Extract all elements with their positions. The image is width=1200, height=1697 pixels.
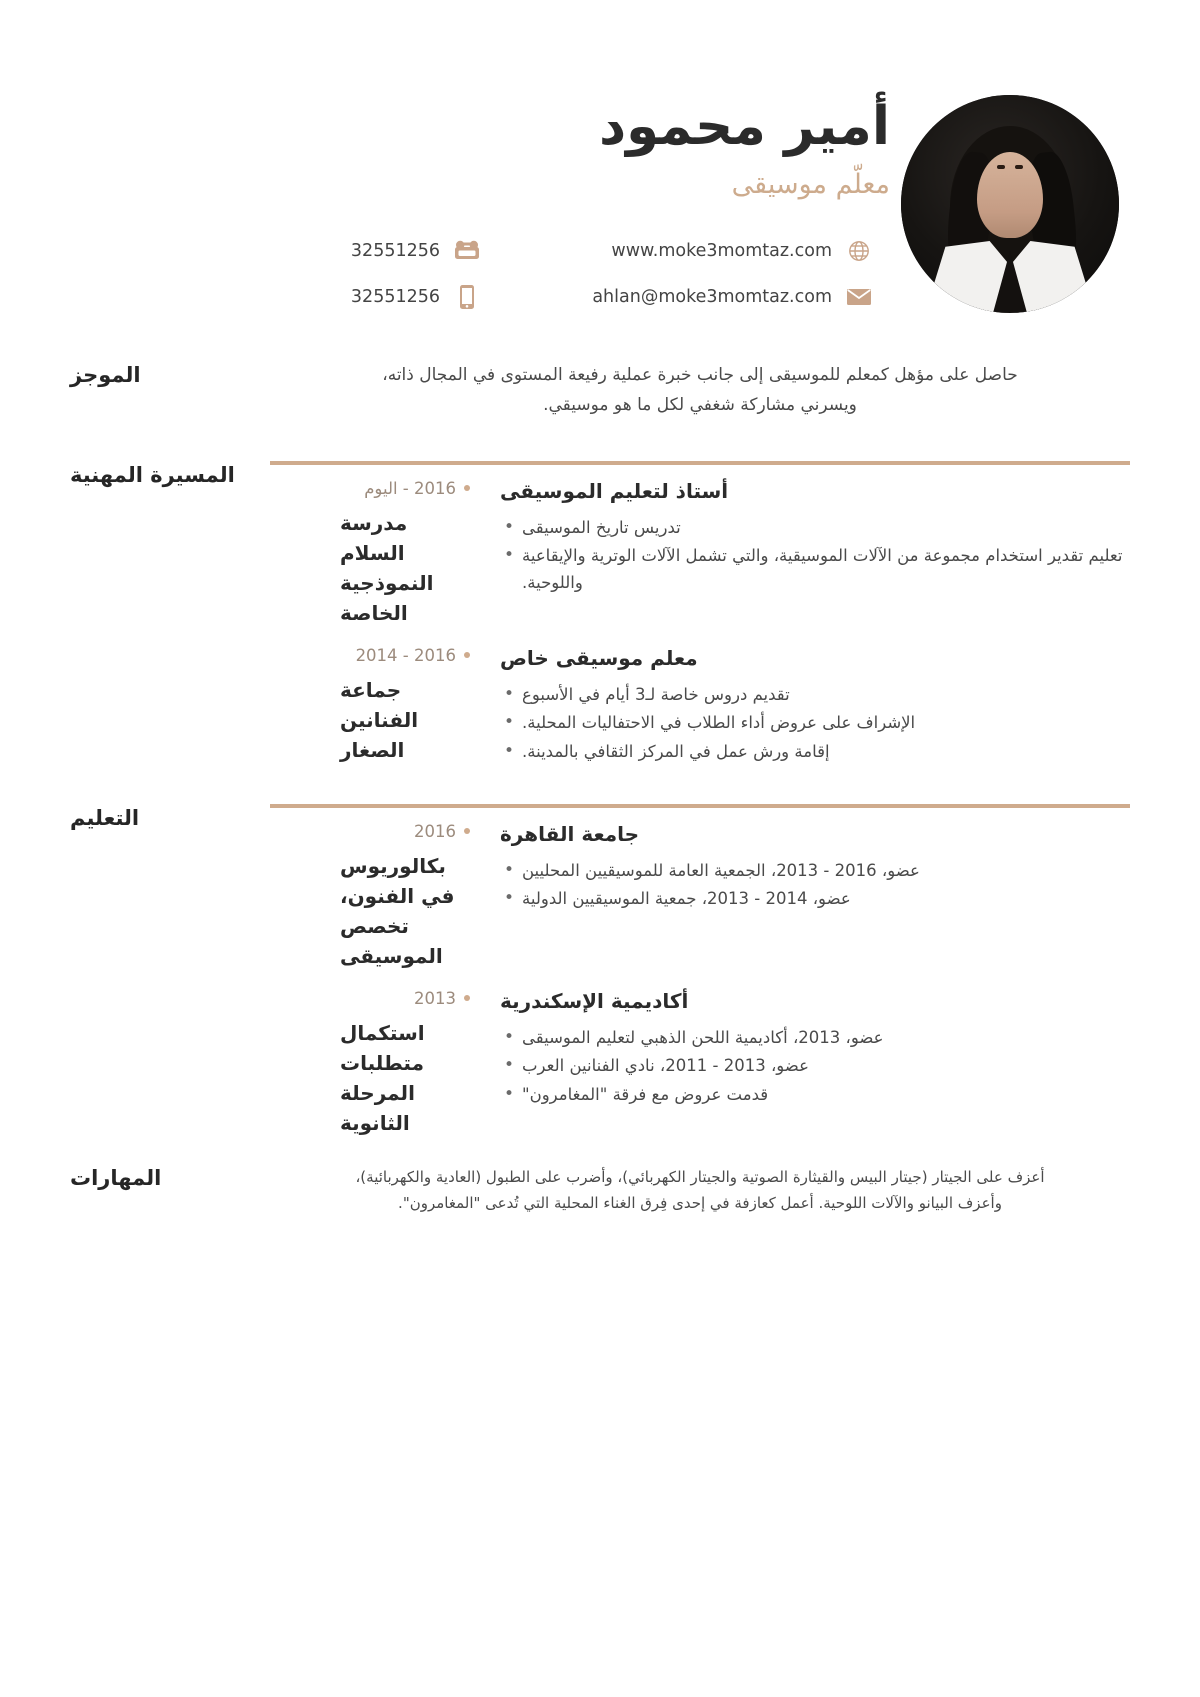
career-entry-meta xyxy=(270,479,470,628)
career-date: 2014 - 2016 xyxy=(355,645,456,665)
education-body xyxy=(270,804,1130,1144)
education-date-line xyxy=(280,989,470,1008)
dot-icon xyxy=(464,828,470,834)
education-title-col xyxy=(70,804,270,1144)
section-title-career: المسيرة المهنية xyxy=(70,462,235,487)
education-points xyxy=(500,858,1130,913)
full-name: أمير محمود xyxy=(598,96,890,157)
header-text-block xyxy=(70,95,890,310)
career-points xyxy=(500,682,1130,766)
avatar-eye-right xyxy=(1015,165,1023,169)
list-item: • تقديم دروس خاصة لـ3 أيام في الأسبوع xyxy=(500,682,1130,709)
career-entries xyxy=(270,465,1130,768)
career-organization: جماعة الفنانين الصغار xyxy=(340,677,419,762)
education-section xyxy=(0,804,1200,1144)
phone-icon xyxy=(454,238,480,264)
dot-icon xyxy=(464,652,470,658)
summary-body xyxy=(270,361,1130,421)
skills-section xyxy=(0,1164,1200,1217)
website-value: www.moke3momtaz.com xyxy=(611,240,832,261)
contact-grid xyxy=(70,238,890,310)
career-title-col xyxy=(70,461,270,774)
education-degree: استكمال متطلبات المرحلة الثانوية xyxy=(340,1020,425,1135)
avatar-wrapper xyxy=(890,95,1130,313)
list-item: • عضو، 2013 - 2011، نادي الفنانين العرب xyxy=(500,1053,1130,1080)
section-title-summary: الموجز xyxy=(70,363,141,387)
education-date: 2016 xyxy=(414,821,456,841)
education-entries xyxy=(270,808,1130,1138)
contact-item-email[interactable] xyxy=(480,284,890,310)
career-entry xyxy=(270,646,1130,768)
education-date-line xyxy=(280,822,470,841)
contact-item-phone[interactable] xyxy=(70,238,480,264)
list-item: • عضو، 2013، أكاديمية اللحن الذهبي لتعليم الموسيقى xyxy=(500,1025,1130,1052)
career-date-line xyxy=(280,646,470,665)
list-item: • تدريس تاريخ الموسيقى xyxy=(500,515,1130,542)
education-school: أكاديمية الإسكندرية xyxy=(500,988,689,1013)
contact-item-website[interactable] xyxy=(480,238,890,264)
mobile-icon xyxy=(454,284,480,310)
career-body xyxy=(270,461,1130,774)
education-entry-meta xyxy=(270,989,470,1138)
education-entry xyxy=(270,822,1130,971)
list-item: • عضو، 2014 - 2013، جمعية الموسيقيين الدولية xyxy=(500,886,1130,913)
career-section xyxy=(0,461,1200,774)
email-value: ahlan@moke3momtaz.com xyxy=(592,286,832,307)
skills-title-col xyxy=(70,1164,270,1217)
avatar-eye-left xyxy=(997,165,1005,169)
envelope-icon xyxy=(846,284,872,310)
globe-icon xyxy=(846,238,872,264)
education-entry-main xyxy=(470,822,1130,915)
career-date: 2016 - اليوم xyxy=(364,478,456,498)
career-entry xyxy=(270,479,1130,628)
career-job-title: أستاذ لتعليم الموسيقى xyxy=(500,478,729,503)
contact-item-mobile[interactable] xyxy=(70,284,480,310)
career-organization: مدرسة السلام النموذجية الخاصة xyxy=(340,510,434,625)
list-item: • تعليم تقدير استخدام مجموعة من الآلات الموسيقية، والتي تشمل الآلات الوترية والإيقاعية واللوحية. xyxy=(500,543,1130,596)
dot-icon xyxy=(464,995,470,1001)
career-entry-meta xyxy=(270,646,470,765)
education-degree: بكالوريوس في الفنون، تخصص الموسيقى xyxy=(340,853,455,968)
section-title-education: التعليم xyxy=(70,805,140,830)
education-entry xyxy=(270,989,1130,1138)
career-entry-main xyxy=(470,479,1130,599)
list-item: • قدمت عروض مع فرقة "المغامرون" xyxy=(500,1082,1130,1109)
resume-header xyxy=(0,0,1200,313)
avatar xyxy=(901,95,1119,313)
summary-section xyxy=(0,361,1200,421)
education-date: 2013 xyxy=(414,988,456,1008)
education-points xyxy=(500,1025,1130,1109)
phone-value: 32551256 xyxy=(350,240,440,261)
list-item: • إقامة ورش عمل في المركز الثقافي بالمدينة. xyxy=(500,739,1130,766)
career-job-title: معلم موسيقى خاص xyxy=(500,645,698,670)
mobile-value: 32551256 xyxy=(350,286,440,307)
summary-text: حاصل على مؤهل كمعلم للموسيقى إلى جانب خبرة عملية رفيعة المستوى في المجال ذاته، ويسرني مشاركة شغفي لكل ما هو موسيقي. xyxy=(382,365,1018,415)
skills-body xyxy=(270,1164,1130,1217)
section-title-skills: المهارات xyxy=(70,1165,162,1190)
education-entry-main xyxy=(470,989,1130,1111)
career-date-line xyxy=(280,479,470,498)
dot-icon xyxy=(464,485,470,491)
list-item: • عضو، 2016 - 2013، الجمعية العامة للموسيقيين المحليين xyxy=(500,858,1130,885)
education-entry-meta xyxy=(270,822,470,971)
career-points xyxy=(500,515,1130,597)
skills-text: أعزف على الجيتار (جيتار البيس والقيثارة الصوتية والجيتار الكهربائي)، وأضرب على الطبول (العادية والكهربائية)، وأعزف البيانو والآلات اللوحية. أعمل كعازفة في إحدى فِرق الغناء المحلية التي تُدعى "المغامرون". xyxy=(355,1167,1045,1212)
summary-title-col xyxy=(70,361,270,421)
job-role: معلّم موسيقى xyxy=(731,168,890,200)
education-school: جامعة القاهرة xyxy=(500,821,640,846)
avatar-face xyxy=(977,152,1043,238)
career-entry-main xyxy=(470,646,1130,768)
list-item: • الإشراف على عروض أداء الطلاب في الاحتفاليات المحلية. xyxy=(500,710,1130,737)
